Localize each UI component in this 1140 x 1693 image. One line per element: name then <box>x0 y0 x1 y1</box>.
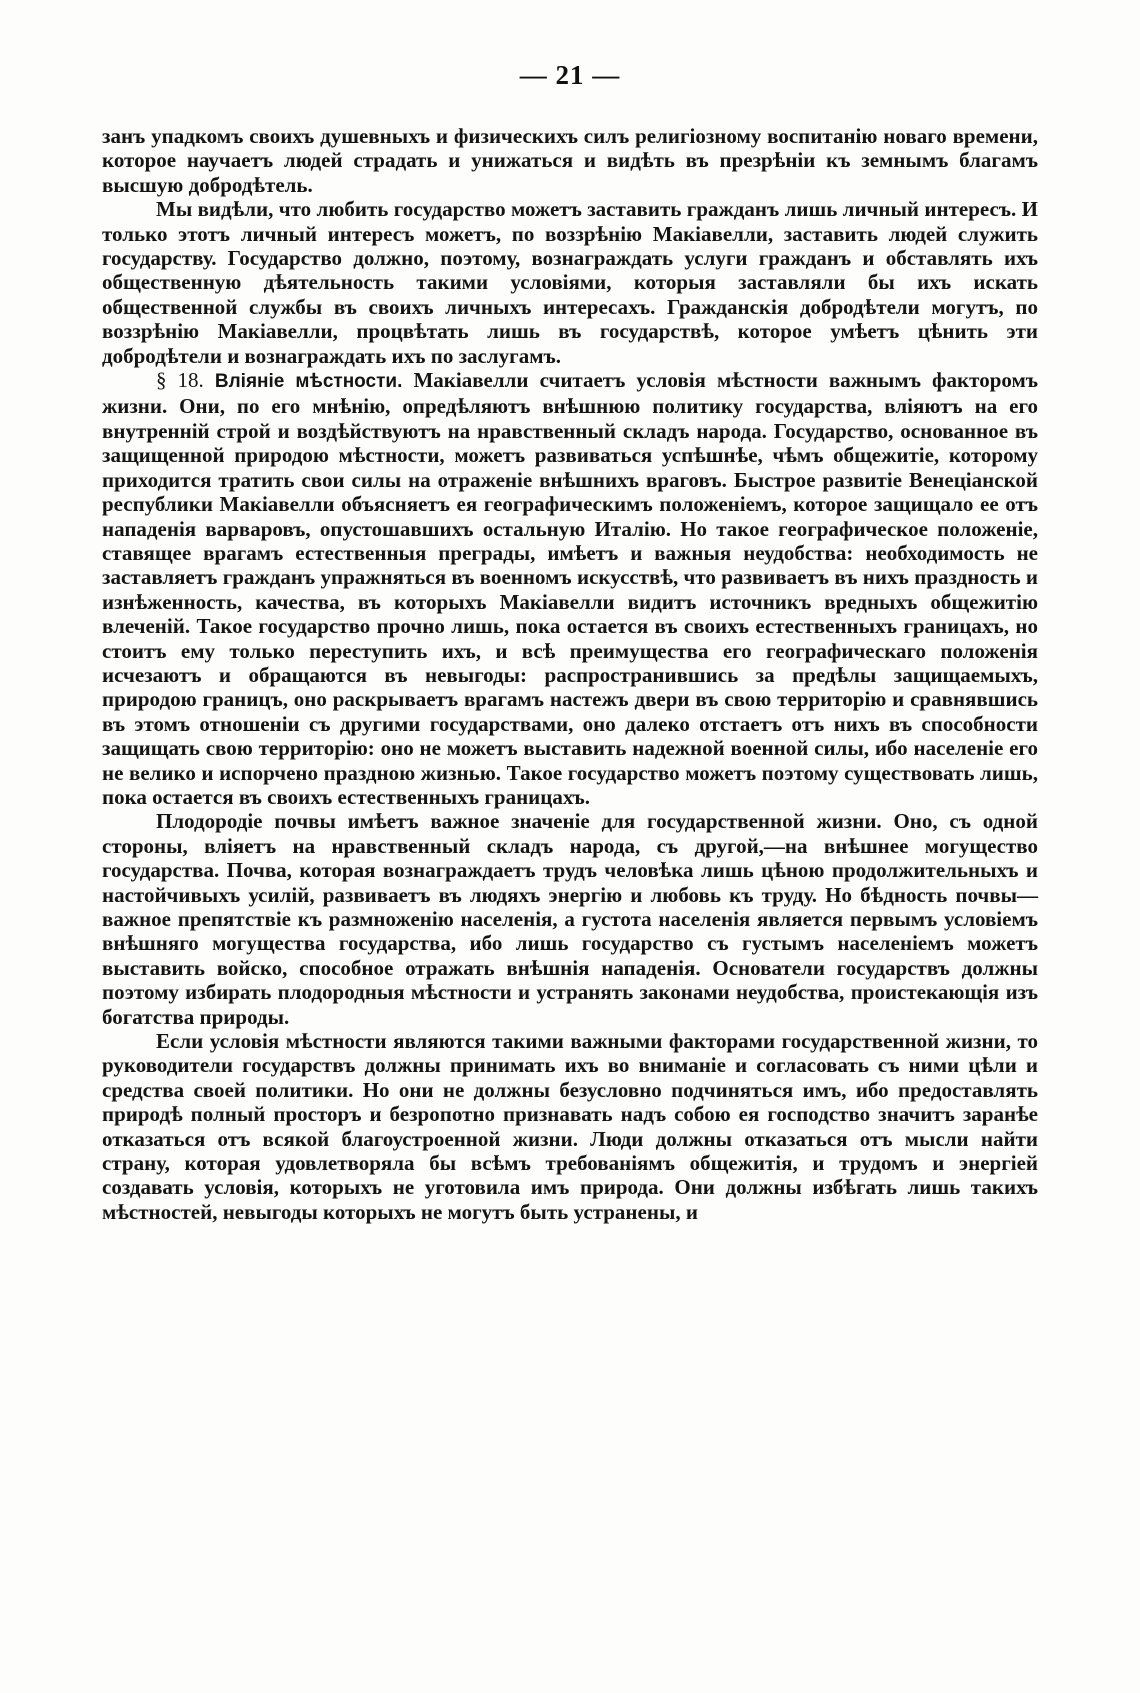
paragraph: Если условія мѣстности являются такими важными факторами государственной жизни, то руководители государствъ должны принимать ихъ во вниманіе и согласовать съ ними цѣли и средства своей политики. Но они не должны безусловно подчиняться имъ, ибо предоставлять природѣ полный просторъ и безропотно признавать надъ собою ея господство значитъ заранѣе отказаться отъ всякой благоустроенной жизни. Люди должны отказаться отъ мысли найти страну, которая удовлетворяла бы всѣмъ требованіямъ общежитія, и трудомъ и энергіей создавать условія, которыхъ не уготовила имъ природа. Они должны избѣгать лишь такихъ мѣстностей, невыгоды которыхъ не могутъ быть устранены, и <box>102 1029 1038 1224</box>
paragraph-continuation: занъ упадкомъ своихъ душевныхъ и физическихъ силъ религіозному воспитанію новаго времени, которое научаетъ людей страдать и унижаться и видѣть въ презрѣніи къ земнымъ благамъ высшую добродѣтель. <box>102 124 1038 197</box>
page-number: — 21 — <box>519 60 621 90</box>
paragraph: Мы видѣли, что любить государство можетъ заставить гражданъ лишь личный интересъ. И только этотъ личный интересъ можетъ, по воззрѣнію Макіавелли, заставить людей служить государству. Государство должно, поэтому, вознаграждать услуги гражданъ и обставлять ихъ общественную дѣятельность такими условіями, которыя заставляли бы ихъ искать общественной службы въ своихъ личныхъ интересахъ. Гражданскія добродѣтели могутъ, по воззрѣнію Макіавелли, процвѣтать лишь въ государствѣ, которое умѣетъ цѣнить эти добродѣтели и вознаграждать ихъ по заслугамъ. <box>102 197 1038 368</box>
section-title: Вліяніе мѣстности. <box>214 371 403 393</box>
body-text <box>102 124 1038 1224</box>
section-text: Макіавелли считаетъ условія мѣстности важнымъ факторомъ жизни. Они, по его мнѣнію, опредѣляютъ внѣшнюю политику государства, вліяютъ на его внутренній строй и воздѣйствуютъ на нравственный складъ народа. Государство, основанное въ защищенной природою мѣстности, можетъ развиваться успѣшнѣе, чѣмъ общежитіе, которому приходится тратить свои силы на отраженіе внѣшнихъ враговъ. Быстрое развитіе Венеціанской республики Макіавелли объясняетъ ея географическимъ положеніемъ, которое защищало ее отъ нападенія варваровъ, опустошавшихъ остальную Италію. Но такое географическое положеніе, ставящее врагамъ естественныя преграды, имѣетъ и важныя неудобства: необходимость не заставляетъ гражданъ упражняться въ военномъ искусствѣ, что развиваетъ въ нихъ праздность и изнѣженность, качества, въ которыхъ Макіавелли видитъ источникъ вредныхъ общежитію влеченій. Такое государство прочно лишь, пока остается въ своихъ естественныхъ границахъ, но стоитъ ему только переступить ихъ, и всѣ преимущества его географическаго положенія исчезаютъ и обращаются въ невыгоды: распространившись за предѣлы защищаемыхъ, природою границъ, оно раскрываетъ врагамъ настежъ двери въ свою территорію и сравнявшись въ этомъ отношеніи съ другими государствами, оно далеко отстаетъ отъ нихъ въ способности защищать свою территорію: оно не можетъ выставить надежной военной силы, ибо населеніе его не велико и испорчено праздною жизнью. Такое государство можетъ поэтому существовать лишь, пока остается въ своихъ естественныхъ границахъ. <box>102 368 1039 809</box>
section-mark: § 18. <box>156 368 204 393</box>
paragraph-section-18 <box>102 368 1038 809</box>
paragraph: Плодородіе почвы имѣетъ важное значеніе для государственной жизни. Оно, съ одной стороны, вліяетъ на нравственный складъ народа, съ другой,—на внѣшнее могущество государства. Почва, которая вознаграждаетъ трудъ человѣка лишь цѣною продолжительныхъ и настойчивыхъ усилій, развиваетъ въ людяхъ энергію и любовь къ труду. Но бѣдность почвы—важное препятствіе къ размноженію населенія, а густота населенія является первымъ условіемъ внѣшняго могущества государства, ибо лишь государство съ густымъ населеніемъ можетъ выставить войско, способное отражать внѣшнія нападенія. Основатели государствъ должны поэтому избирать плодородныя мѣстности и устранять законами неудобства, проистекающія изъ богатства природы. <box>102 809 1038 1029</box>
